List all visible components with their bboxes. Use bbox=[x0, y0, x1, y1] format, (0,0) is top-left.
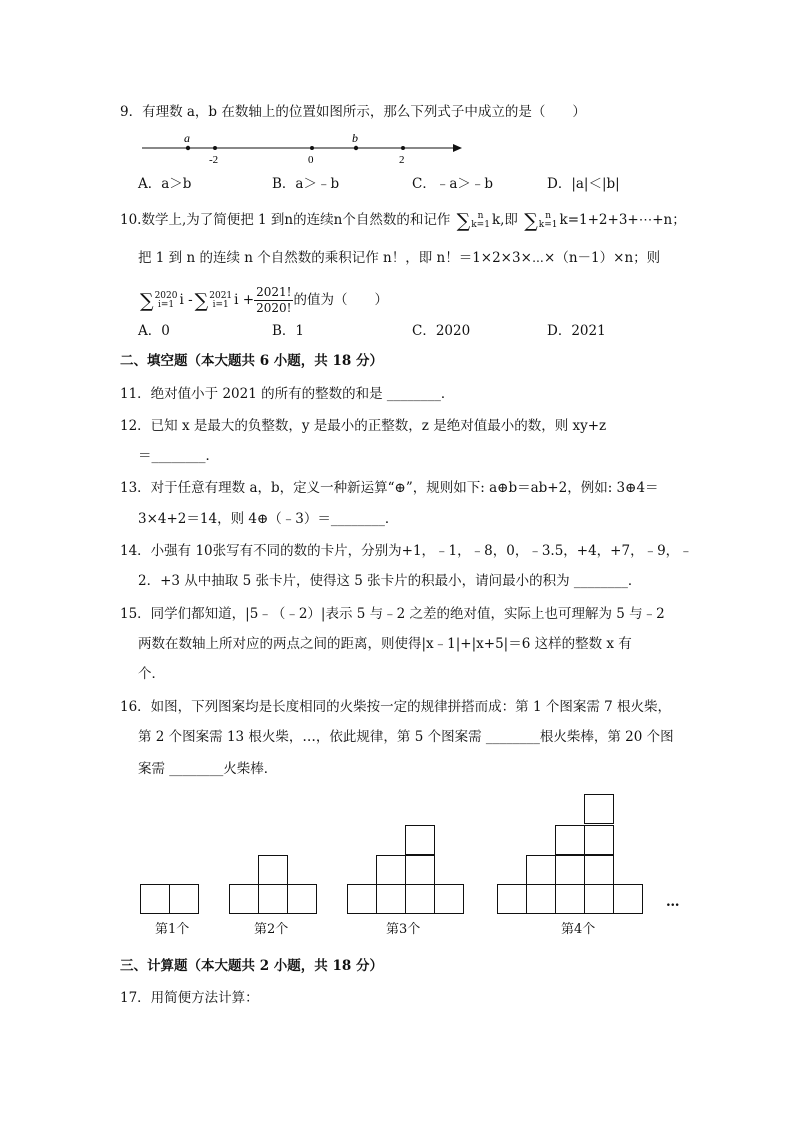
summation-sign: ∑ bbox=[140, 289, 154, 312]
q13-line2: 3×4+2＝14，则 4⊕（﹣3）＝________． bbox=[138, 511, 399, 527]
point-a-label: a bbox=[184, 131, 190, 145]
factorial-fraction bbox=[254, 285, 293, 316]
caption-figure-4: 第4个 bbox=[561, 922, 596, 937]
summation-limits: 2021 i=1 bbox=[209, 290, 233, 310]
q9-option-a: A．a＞b bbox=[138, 176, 192, 192]
summation-variable: k bbox=[491, 212, 501, 228]
q12-line1: 12．已知 x 是最大的负整数，y 是最小的正整数，z 是绝对值最小的数，则 xy+z bbox=[120, 418, 607, 434]
q9-option-c: C．﹣a＞﹣b bbox=[412, 176, 494, 192]
caption-figure-3: 第3个 bbox=[386, 922, 421, 937]
q11: 11．绝对值小于 2021 的所有的整数的和是 ________． bbox=[120, 386, 455, 402]
q9-option-d: D．|a|＜|b| bbox=[547, 176, 620, 192]
summation-limits: n k=1 bbox=[538, 210, 558, 230]
q10-option-a: A．0 bbox=[138, 323, 170, 339]
q10-line3 bbox=[138, 284, 388, 317]
q10-option-b: B．1 bbox=[272, 323, 305, 339]
q10-line3-post: 的值为（ ） bbox=[293, 292, 388, 308]
tick-neg2-dot bbox=[213, 146, 217, 150]
tick-0-label: 0 bbox=[308, 154, 314, 166]
number-line-arrow bbox=[453, 144, 462, 152]
q14-line1: 14．小强有 10张写有不同的数的卡片，分别为+1，﹣1，﹣8，0，﹣3.5，+4，+7，﹣9，﹣ bbox=[120, 543, 693, 559]
number-line-figure bbox=[140, 130, 470, 170]
section-3-heading: 三、计算题（本大题共 2 小题，共 18 分） bbox=[120, 958, 383, 974]
q10-line2: 把 1 到 n 的连续 n 个自然数的乘积记作 n！，即 n！＝1×2×3×⋯×（n－1）×n；则 bbox=[138, 250, 661, 266]
section-2-heading: 二、填空题（本大题共 6 小题，共 18 分） bbox=[120, 353, 383, 369]
q16-line2: 第 2 个图案需 13 根火柴，…，依此规律，第 5 个图案需 ________根火柴棒，第 20 个图 bbox=[138, 729, 674, 745]
plus-sign: + bbox=[242, 292, 255, 308]
q9-option-b: B．a＞﹣b bbox=[272, 176, 340, 192]
q9-stem: 9．有理数 a，b 在数轴上的位置如图所示，那么下列式子中成立的是（ ） bbox=[120, 104, 586, 120]
q16-line1: 16．如图，下列图案均是长度相同的火柴按一定的规律拼搭而成：第 1 个图案需 7 根火柴， bbox=[120, 699, 672, 715]
q13-line1: 13．对于任意有理数 a，b，定义一种新运算“⊕”，规则如下: a⊕b＝ab+2，例如: 3⊕4＝ bbox=[120, 480, 659, 496]
q15-line1: 15．同学们都知道，|5﹣（﹣2）|表示 5 与﹣2 之差的绝对值，实际上也可理解为 5 与﹣2 bbox=[120, 606, 665, 622]
minus-sign: - bbox=[188, 292, 193, 308]
tick-neg2-label: -2 bbox=[209, 154, 219, 166]
summation-limits: 2020 i=1 bbox=[154, 290, 178, 310]
figure-ellipsis: … bbox=[666, 894, 680, 910]
fraction-numerator: 2021! bbox=[256, 285, 292, 299]
q16-line3: 案需 ________火柴棒． bbox=[138, 761, 278, 777]
caption-figure-2: 第2个 bbox=[254, 922, 289, 937]
summation-sign: ∑ bbox=[194, 289, 209, 312]
tick-0-dot bbox=[310, 146, 314, 150]
q12-line2: ＝________． bbox=[138, 448, 219, 464]
q10-line1-mid: ,即 bbox=[500, 212, 518, 228]
summation-sign: ∑ bbox=[456, 209, 471, 232]
point-b-dot bbox=[354, 146, 358, 150]
fraction-denominator: 2020! bbox=[256, 301, 292, 315]
summation-limits: n k=1 bbox=[471, 210, 490, 230]
point-a-dot bbox=[186, 146, 190, 150]
q10-line1-post: k=1+2+3+⋯+n； bbox=[559, 212, 686, 228]
q10-line1-pre: 10.数学上,为了简便把 1 到n的连续n个自然数的和记作 bbox=[120, 212, 451, 228]
caption-figure-1: 第1个 bbox=[155, 922, 190, 937]
summation-variable: i bbox=[179, 292, 184, 308]
q10-option-c: C．2020 bbox=[412, 323, 471, 339]
tick-2-dot bbox=[401, 146, 405, 150]
q10-option-d: D．2021 bbox=[547, 323, 606, 339]
q15-line3: 个． bbox=[138, 666, 165, 682]
tick-2-label: 2 bbox=[399, 154, 405, 166]
summation-sign: ∑ bbox=[524, 209, 538, 232]
summation-variable: i bbox=[234, 292, 239, 308]
q15-line2: 两数在数轴上所对应的两点之间的距离，则使得|x﹣1|+|x+5|＝6 这样的整数 x 有 bbox=[138, 636, 632, 652]
q10-line1 bbox=[120, 210, 686, 231]
q14-line2: 2．+3 从中抽取 5 张卡片，使得这 5 张卡片的积最小，请问最小的积为 ________． bbox=[138, 573, 642, 589]
point-b-label: b bbox=[352, 131, 358, 145]
q17: 17．用简便方法计算： bbox=[120, 990, 259, 1006]
